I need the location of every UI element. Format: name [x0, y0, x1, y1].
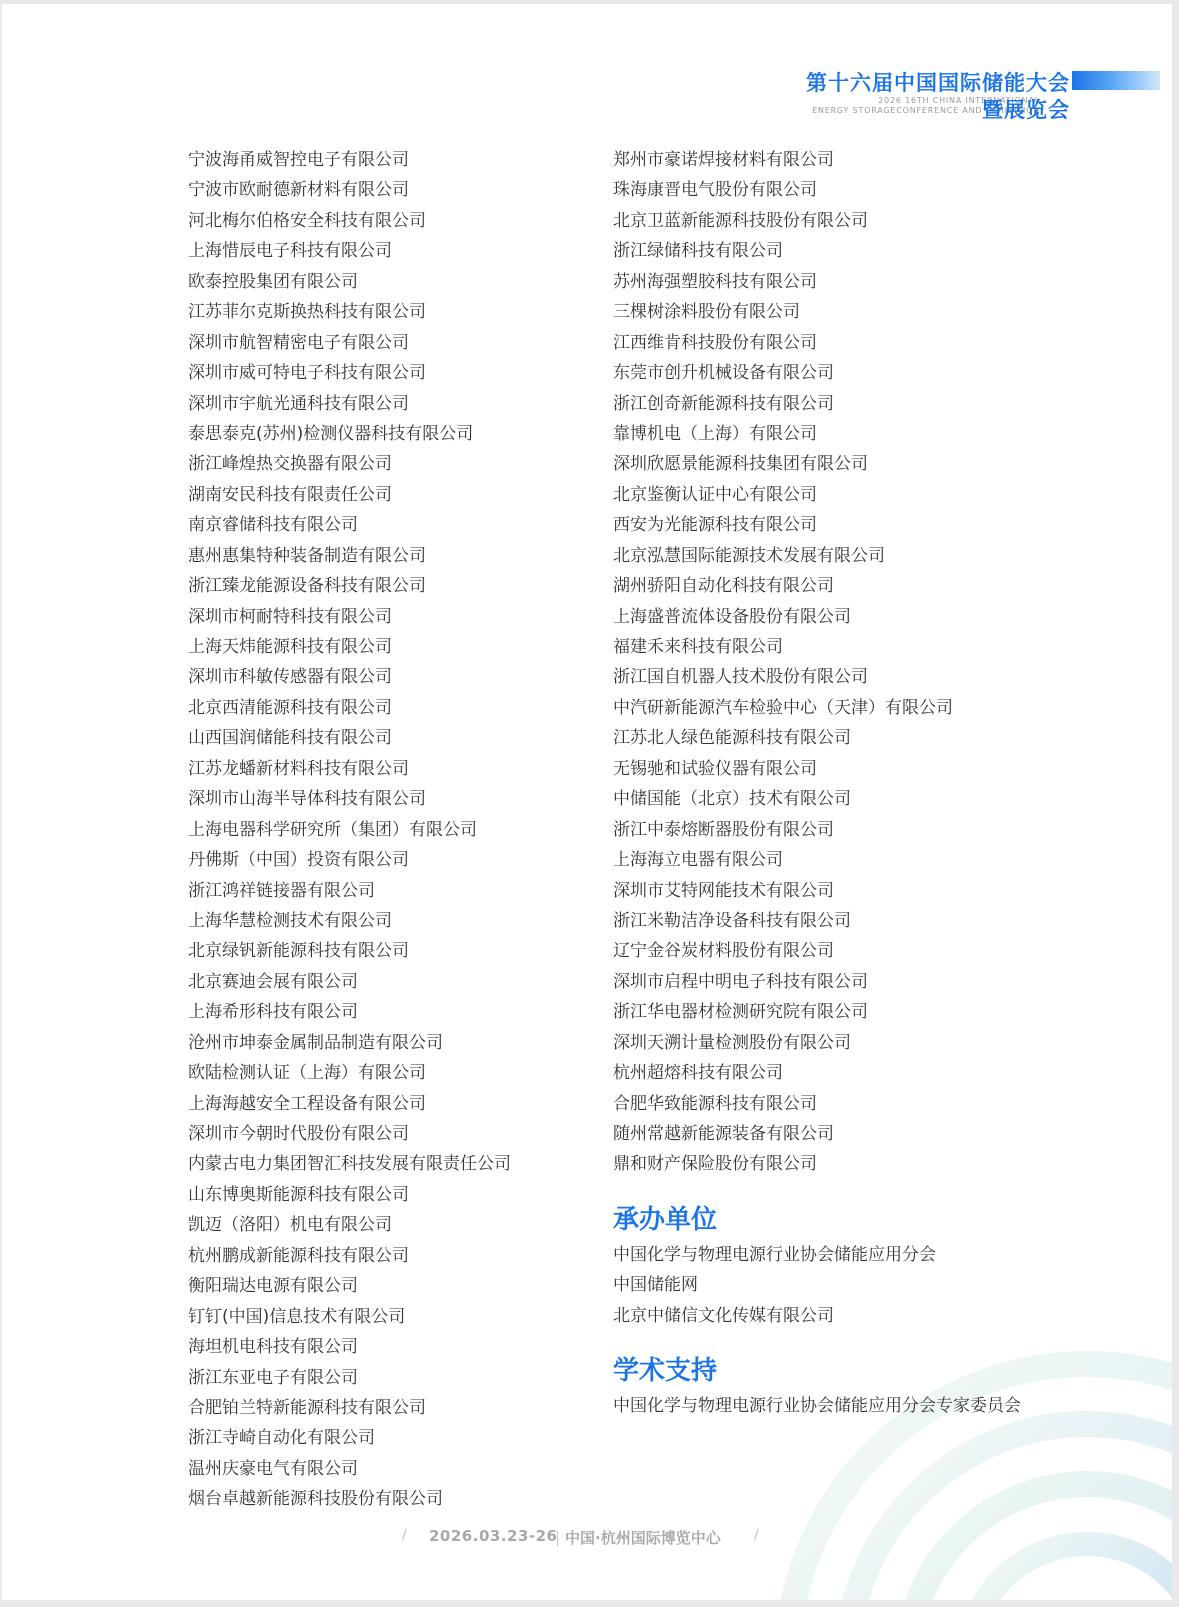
list-item: 湖州骄阳自动化科技有限公司 [613, 576, 834, 597]
list-item: 山西国润储能科技有限公司 [188, 728, 392, 749]
list-item: 杭州鹏成新能源科技有限公司 [188, 1245, 409, 1266]
list-item: 浙江米勒洁净设备科技有限公司 [613, 910, 851, 931]
list-item: 中国化学与物理电源行业协会储能应用分会专家委员会 [613, 1396, 1021, 1416]
list-item: 沧州市坤泰金属制品制造有限公司 [188, 1032, 443, 1053]
list-item: 欧泰控股集团有限公司 [188, 271, 358, 292]
list-item: 深圳市今朝时代股份有限公司 [188, 1124, 409, 1144]
event-subtitle-line2: ENERGY STORAGECONFERENCE AND EXHIBITION [812, 106, 1040, 115]
list-item: 上海盛普流体设备股份有限公司 [613, 606, 851, 627]
event-title-line2: 暨展览会 [982, 98, 1070, 122]
list-item: 西安为光能源科技有限公司 [613, 515, 817, 536]
header-accent-bar [1072, 71, 1160, 90]
list-item: 浙江国自机器人技术股份有限公司 [613, 667, 868, 688]
list-item: 上海天炜能源科技有限公司 [188, 637, 392, 657]
company-list-right [613, 145, 953, 1180]
list-item: 上海华慧检测技术有限公司 [188, 910, 392, 931]
list-item: 北京卫蓝新能源科技股份有限公司 [613, 210, 868, 231]
list-item: 江苏龙蟠新材料科技有限公司 [188, 758, 409, 779]
list-item: 惠州惠集特种装备制造有限公司 [188, 545, 426, 566]
list-item: 衡阳瑞达电源有限公司 [188, 1276, 358, 1297]
list-item: 苏州海强塑胶科技有限公司 [613, 271, 817, 292]
list-item: 上海惜辰电子科技有限公司 [188, 241, 392, 262]
list-item: 深圳市宇航光通科技有限公司 [188, 393, 409, 414]
list-item: 浙江寺崎自动化有限公司 [188, 1428, 375, 1449]
list-item: 江苏菲尔克斯换热科技有限公司 [188, 302, 426, 323]
list-item: 北京鉴衡认证中心有限公司 [613, 484, 817, 505]
footer-slash-left: / [402, 1527, 407, 1543]
list-item: 上海希形科技有限公司 [188, 1002, 358, 1023]
list-item: 浙江东亚电子有限公司 [188, 1367, 358, 1388]
footer [402, 1527, 772, 1551]
list-item: 郑州市豪诺焊接材料有限公司 [613, 150, 834, 170]
academic-support-list [613, 1391, 1021, 1421]
list-item: 南京睿储科技有限公司 [188, 515, 358, 536]
list-item: 福建禾来科技有限公司 [613, 637, 783, 657]
list-item: 中国化学与物理电源行业协会储能应用分会 [613, 1245, 936, 1265]
list-item: 海坦机电科技有限公司 [188, 1337, 358, 1358]
list-item: 深圳市艾特网能技术有限公司 [613, 880, 834, 901]
list-item: 辽宁金谷炭材料股份有限公司 [613, 941, 834, 962]
list-item: 中汽研新能源汽车检验中心（天津）有限公司 [613, 697, 953, 718]
list-item: 钉钉(中国)信息技术有限公司 [188, 1306, 406, 1327]
list-item: 中国储能网 [613, 1275, 698, 1296]
list-item: 北京中储信文化传媒有限公司 [613, 1305, 834, 1326]
list-item: 深圳天溯计量检测股份有限公司 [613, 1032, 851, 1053]
list-item: 浙江华电器材检测研究院有限公司 [613, 1002, 868, 1023]
list-item: 凯迈（洛阳）机电有限公司 [188, 1215, 392, 1236]
list-item: 浙江创奇新能源科技有限公司 [613, 393, 834, 414]
list-item: 深圳市航智精密电子有限公司 [188, 332, 409, 353]
list-item: 江苏北人绿色能源科技有限公司 [613, 728, 851, 749]
list-item: 东莞市创升机械设备有限公司 [613, 363, 834, 384]
list-item: 江西维肯科技股份有限公司 [613, 332, 817, 353]
list-item: 北京赛迪会展有限公司 [188, 971, 358, 992]
list-item: 浙江中泰熔断器股份有限公司 [613, 819, 834, 840]
academic-support-heading: 学术支持 [613, 1356, 718, 1386]
list-item: 鼎和财产保险股份有限公司 [613, 1154, 817, 1175]
list-item: 深圳市科敏传感器有限公司 [188, 667, 392, 688]
list-item: 靠博机电（上海）有限公司 [613, 423, 817, 444]
list-item: 温州庆豪电气有限公司 [188, 1458, 358, 1479]
list-item: 合肥铂兰特新能源科技有限公司 [188, 1397, 426, 1418]
list-item: 无锡驰和试验仪器有限公司 [613, 758, 817, 779]
list-item: 北京绿钒新能源科技有限公司 [188, 941, 409, 962]
list-item: 泰思泰克(苏州)检测仪器科技有限公司 [188, 423, 474, 444]
event-date: 2026.03.23-26 [429, 1527, 558, 1545]
event-subtitle-line1: 2026 16TH CHINA INTERNATIONAL [878, 96, 1040, 105]
footer-divider [557, 1531, 558, 1546]
event-venue: 中国·杭州国际博览中心 [565, 1529, 721, 1547]
list-item: 浙江臻龙能源设备科技有限公司 [188, 576, 426, 597]
list-item: 合肥华致能源科技有限公司 [613, 1093, 817, 1114]
list-item: 丹佛斯（中国）投资有限公司 [188, 850, 409, 871]
event-title-line1: 第十六届中国国际储能大会 [806, 71, 1070, 95]
list-item: 中储国能（北京）技术有限公司 [613, 789, 851, 810]
list-item: 随州常越新能源装备有限公司 [613, 1124, 834, 1144]
list-item: 杭州超熔科技有限公司 [613, 1063, 783, 1084]
list-item: 三棵树涂料股份有限公司 [613, 302, 800, 323]
list-item: 深圳市启程中明电子科技有限公司 [613, 971, 868, 992]
footer-slash-right: / [754, 1527, 759, 1543]
list-item: 河北梅尔伯格安全科技有限公司 [188, 210, 426, 231]
decorative-arcs [2, 4, 1172, 1600]
list-item: 宁波市欧耐德新材料有限公司 [188, 180, 409, 201]
list-item: 欧陆检测认证（上海）有限公司 [188, 1063, 426, 1084]
list-item: 浙江峰煌热交换器有限公司 [188, 454, 392, 475]
event-header [740, 67, 1160, 127]
list-item: 上海海立电器有限公司 [613, 850, 783, 871]
list-item: 山东博奥斯能源科技有限公司 [188, 1184, 409, 1205]
list-item: 湖南安民科技有限责任公司 [188, 484, 392, 505]
list-item: 上海海越安全工程设备有限公司 [188, 1093, 426, 1114]
list-item: 珠海康晋电气股份有限公司 [613, 180, 817, 201]
list-item: 深圳市威可特电子科技有限公司 [188, 363, 426, 384]
list-item: 北京泓慧国际能源技术发展有限公司 [613, 545, 885, 566]
organizer-heading: 承办单位 [613, 1205, 718, 1235]
brochure-page [2, 4, 1172, 1600]
list-item: 宁波海甬威智控电子有限公司 [188, 150, 409, 170]
list-item: 深圳市山海半导体科技有限公司 [188, 789, 426, 810]
list-item: 浙江绿储科技有限公司 [613, 241, 783, 262]
list-item: 深圳市柯耐特科技有限公司 [188, 606, 392, 627]
list-item: 烟台卓越新能源科技股份有限公司 [188, 1489, 443, 1510]
company-list-left [188, 145, 511, 1515]
list-item: 深圳欣愿景能源科技集团有限公司 [613, 454, 868, 475]
list-item: 上海电器科学研究所（集团）有限公司 [188, 819, 477, 840]
list-item: 内蒙古电力集团智汇科技发展有限责任公司 [188, 1154, 511, 1175]
list-item: 浙江鸿祥链接器有限公司 [188, 880, 375, 901]
organizer-list [613, 1240, 936, 1331]
list-item: 北京西清能源科技有限公司 [188, 697, 392, 718]
